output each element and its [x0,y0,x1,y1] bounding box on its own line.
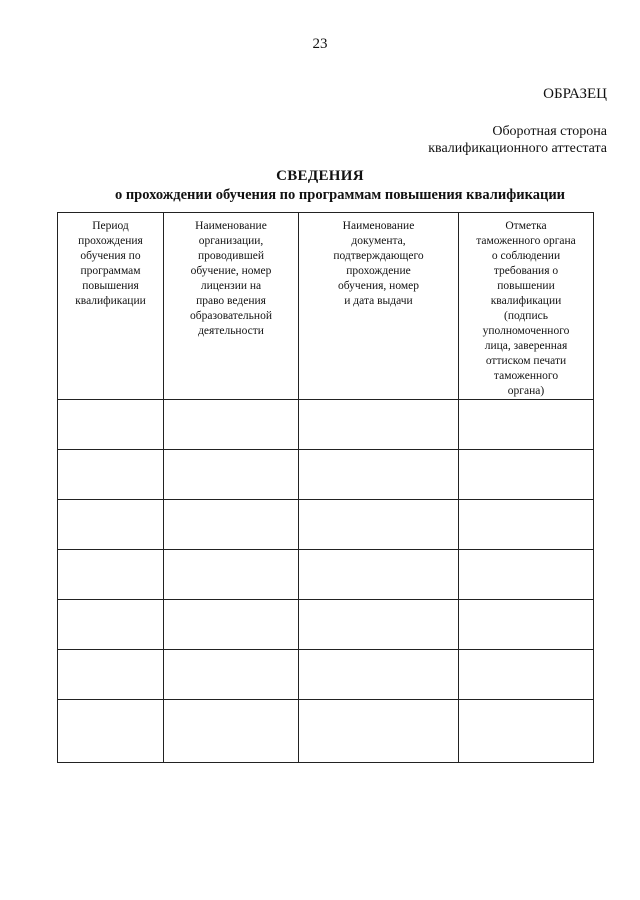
header-document [299,213,459,400]
table-cell[interactable] [58,600,164,650]
table-cell[interactable] [58,450,164,500]
table-cell[interactable] [58,700,164,763]
header-period [58,213,164,400]
table-cell[interactable] [459,550,594,600]
table-cell[interactable] [58,400,164,450]
side-note-line-1: Оборотная сторона [492,124,607,139]
table-row [58,550,594,600]
table-cell[interactable] [459,500,594,550]
table-row [58,400,594,450]
table-cell[interactable] [58,650,164,700]
table-row [58,700,594,763]
table-cell[interactable] [58,500,164,550]
table-cell[interactable] [164,550,299,600]
table-cell[interactable] [299,550,459,600]
side-note [428,123,607,157]
table-cell[interactable] [299,450,459,500]
header-document-text: Наименование документа, подтверждающего прохождение обучения, номер и дата выдачи [333,220,424,307]
document-subtitle: о прохождении обучения по программам повышения квалификации [114,187,566,203]
table-row [58,600,594,650]
table-cell[interactable] [459,650,594,700]
header-customs-mark [459,213,594,400]
header-customs-mark-text: Отметка таможенного органа о соблюдении требования о повышении квалификации (подпись уполномоченного лица, заверенная оттиском печати таможенного органа) [476,220,576,397]
table-cell[interactable] [164,700,299,763]
table-row [58,450,594,500]
table-cell[interactable] [164,600,299,650]
table-cell[interactable] [164,500,299,550]
table-cell[interactable] [459,700,594,763]
header-organization-text: Наименование организации, проводившей обучение, номер лицензии на право ведения образовательной деятельности [190,220,272,337]
table-cell[interactable] [299,600,459,650]
side-note-line-2: квалификационного аттестата [428,141,607,156]
table-header-row [58,213,594,400]
table-cell[interactable] [164,650,299,700]
table-cell[interactable] [299,650,459,700]
page-number: 23 [312,36,328,52]
table-cell[interactable] [459,600,594,650]
sample-mark: ОБРАЗЕЦ [543,86,607,102]
table-cell[interactable] [299,400,459,450]
header-organization [164,213,299,400]
table-cell[interactable] [58,550,164,600]
table-cell[interactable] [459,400,594,450]
table-row [58,500,594,550]
table-cell[interactable] [459,450,594,500]
table-cell[interactable] [164,450,299,500]
table-cell[interactable] [299,500,459,550]
header-period-text: Период прохождения обучения по программам повышения квалификации [75,220,146,307]
table-cell[interactable] [164,400,299,450]
table-cell[interactable] [299,700,459,763]
training-info-table [57,212,594,763]
document-title: СВЕДЕНИЯ [276,168,364,184]
table-row [58,650,594,700]
